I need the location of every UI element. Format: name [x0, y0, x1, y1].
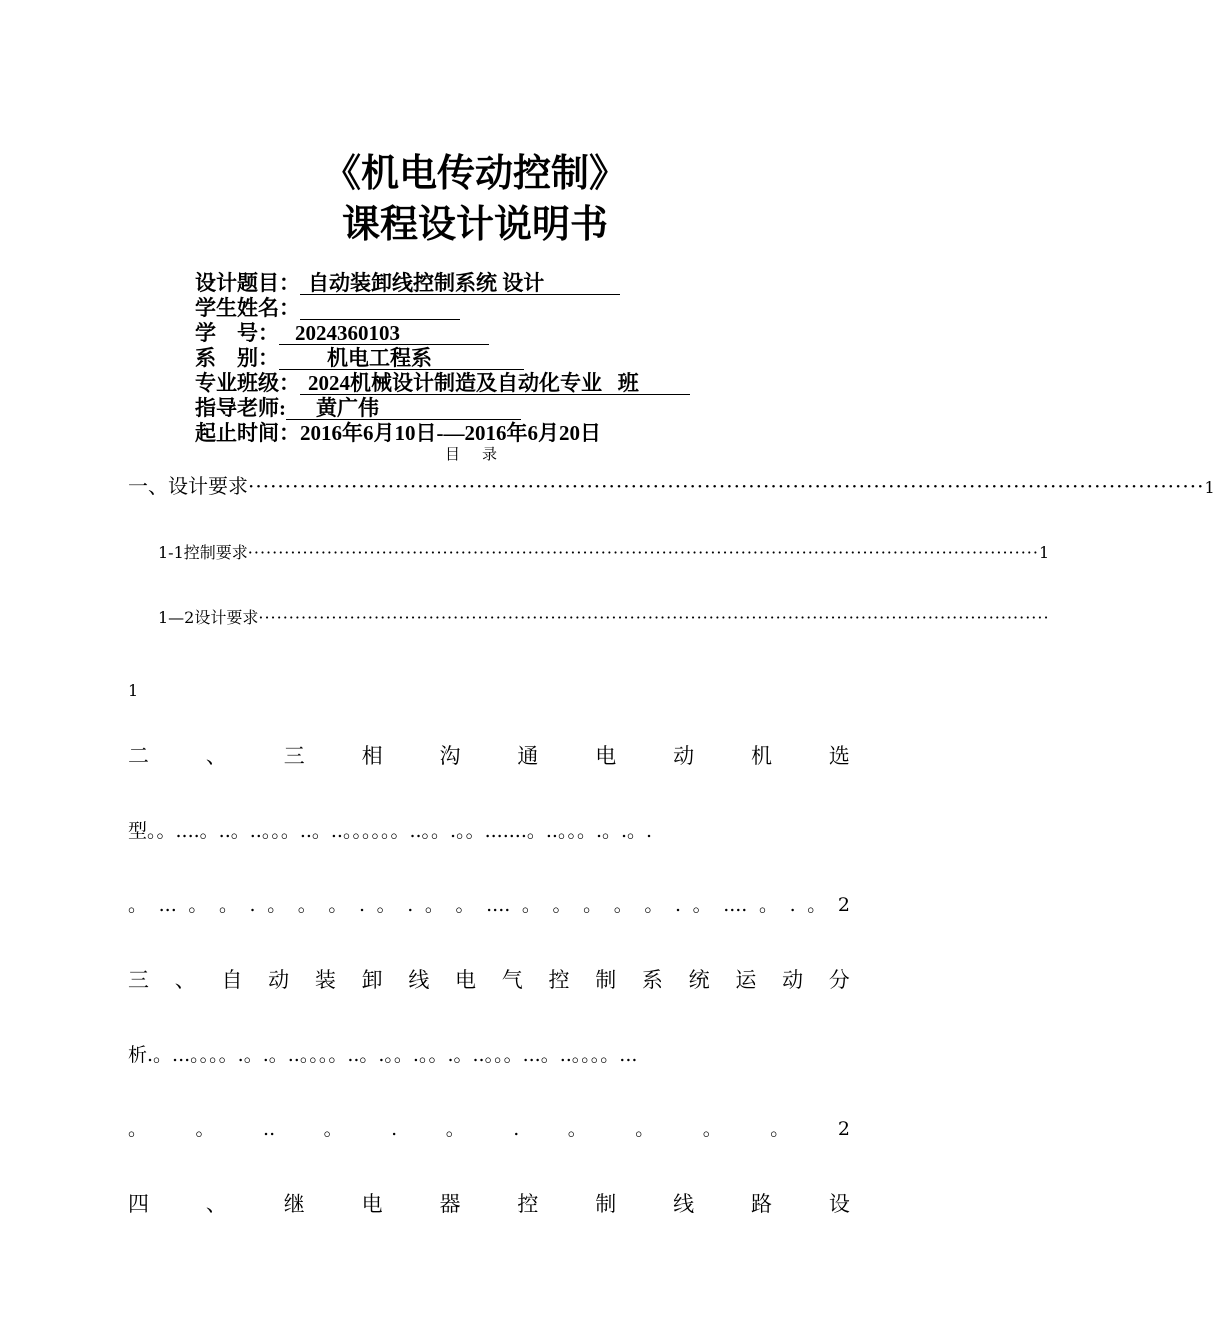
toc-spread-char: 动: [782, 968, 804, 992]
teacher-value: 黄广伟: [286, 398, 521, 420]
department-row: [195, 346, 690, 371]
toc-spread-char: 。: [218, 894, 238, 916]
toc-spread-char: 。: [424, 894, 444, 916]
toc-spread-char: 三: [128, 968, 149, 992]
toc-spread-char: .: [359, 894, 366, 916]
toc-spread-char: 三: [283, 744, 305, 768]
toc-spread-char: 。: [521, 894, 541, 916]
toc-spread-char: ....: [723, 894, 748, 916]
toc-spread-char: 路: [751, 1192, 772, 1216]
toc-spread-char: 。: [455, 894, 475, 916]
toc-spread-char: 系: [641, 968, 663, 992]
student-name-label: 学生姓名：: [195, 296, 300, 320]
toc-spread-char: 2: [837, 1118, 850, 1140]
toc-spread-char: .: [513, 1118, 520, 1140]
toc-spread-char: 卸: [361, 968, 383, 992]
toc-spread-char: 沟: [439, 744, 461, 768]
toc-spread-char: 。: [328, 894, 348, 916]
design-topic-label: 设计题目：: [195, 271, 300, 295]
toc-entry-4-line1[interactable]: [128, 740, 850, 770]
document-title-line1: 《机电传动控制》: [322, 151, 627, 195]
toc-entry-6-line1[interactable]: [128, 1188, 850, 1218]
toc-spread-char: 。: [644, 894, 664, 916]
toc-spread-char: 器: [439, 1192, 461, 1216]
toc-spread-char: .: [391, 1118, 398, 1140]
toc-spread-char: 。: [267, 894, 287, 916]
toc-spread-char: 设: [828, 1192, 850, 1216]
cover-info-block: [195, 271, 690, 446]
document-title-line2: 课程设计说明书: [341, 202, 608, 246]
toc-spread-char: 。: [770, 1118, 790, 1140]
toc-spread-char: 控: [548, 968, 570, 992]
teacher-label: 指导老师:: [195, 396, 286, 420]
toc-entry-3-page: 1: [128, 681, 139, 700]
student-name-row: [195, 296, 690, 321]
toc-leader-dots: ··································································································································: [258, 608, 1050, 627]
toc-spread-char: 。: [445, 1118, 465, 1140]
toc-spread-char: 继: [283, 1192, 305, 1216]
toc-spread-char: 。: [702, 1118, 722, 1140]
toc-spread-char: 选: [828, 744, 850, 768]
toc-entry-page: 1: [1038, 543, 1050, 562]
toc-spread-char: 制: [595, 968, 617, 992]
toc-spread-char: .: [674, 894, 681, 916]
student-id-value: 2024360103: [279, 323, 489, 345]
toc-spread-char: 制: [595, 1192, 617, 1216]
toc-spread-char: 统: [688, 968, 710, 992]
toc-spread-char: 。: [323, 1118, 343, 1140]
toc-spread-char: .: [407, 894, 414, 916]
toc-spread-char: 电: [361, 1192, 383, 1216]
class-value: 2024机械设计制造及自动化专业 班: [300, 373, 690, 395]
toc-spread-char: 装: [314, 968, 336, 992]
toc-spread-char: 相: [361, 744, 383, 768]
toc-entry-page: 1: [1204, 478, 1215, 497]
class-row: [195, 371, 690, 396]
student-id-label: 学 号：: [195, 321, 279, 345]
toc-entry-text: 一、设计要求: [128, 474, 248, 498]
toc-spread-char: 。: [376, 894, 396, 916]
toc-spread-char: ....: [486, 894, 511, 916]
toc-spread-char: 。: [297, 894, 317, 916]
toc-spread-char: 。: [807, 894, 827, 916]
toc-entry-5-line2: 析.。...。。。。.。.。..。。。。..。.。。.。。.。..。。。...。..。。。。...: [128, 1044, 638, 1066]
toc-spread-char: 。: [758, 894, 778, 916]
toc-heading: 目录: [444, 445, 519, 463]
toc-spread-char: 。: [692, 894, 712, 916]
toc-spread-char: 、: [205, 1192, 227, 1216]
toc-spread-char: 、: [174, 968, 196, 992]
toc-spread-char: 。: [195, 1118, 215, 1140]
period-label: 起止时间：: [195, 421, 300, 445]
class-label: 专业班级：: [195, 371, 300, 395]
toc-spread-char: 通: [517, 744, 539, 768]
toc-entry-4-line3: [128, 890, 850, 917]
toc-spread-char: 控: [517, 1192, 539, 1216]
toc-spread-char: .: [249, 894, 256, 916]
toc-spread-char: 2: [837, 894, 850, 916]
toc-spread-char: 四: [128, 1192, 149, 1216]
teacher-row: [195, 396, 690, 421]
toc-spread-char: 电: [455, 968, 477, 992]
design-topic-row: [195, 271, 690, 296]
toc-entry-5-line1[interactable]: [128, 964, 850, 994]
student-name-value: [300, 298, 460, 320]
department-value: 机电工程系: [279, 348, 524, 370]
student-id-row: [195, 321, 690, 346]
toc-spread-char: 动: [268, 968, 290, 992]
toc-spread-char: 运: [735, 968, 757, 992]
toc-entry-3[interactable]: [158, 605, 1050, 628]
toc-leader-dots: ··································································································································: [247, 543, 1039, 562]
toc-spread-char: 二: [128, 744, 149, 768]
toc-spread-char: 。: [583, 894, 603, 916]
toc-entry-1[interactable]: [128, 470, 1215, 499]
toc-spread-char: 电: [595, 744, 617, 768]
toc-spread-char: 。: [567, 1118, 587, 1140]
toc-spread-char: 。: [635, 1118, 655, 1140]
toc-spread-char: 线: [408, 968, 430, 992]
toc-spread-char: ...: [158, 894, 177, 916]
toc-spread-char: 线: [673, 1192, 695, 1216]
toc-entry-4-line2: 型。。....。..。..。。。..。..。。。。。。..。。.。。.......。..。。。.。.。.: [128, 820, 653, 842]
toc-spread-char: 动: [673, 744, 695, 768]
period-value: 2016年6月10日-—2016年6月20日: [300, 421, 601, 445]
toc-spread-char: 、: [205, 744, 227, 768]
toc-entry-text: 1-1控制要求: [158, 543, 248, 562]
toc-spread-char: 。: [188, 894, 208, 916]
toc-spread-char: 。: [128, 1118, 148, 1140]
toc-entry-text: 1—2设计要求: [158, 608, 259, 627]
design-topic-value: 自动装卸线控制系统 设计: [300, 273, 620, 295]
toc-spread-char: .: [789, 894, 796, 916]
toc-entry-2[interactable]: [158, 540, 1050, 563]
toc-spread-char: ..: [263, 1118, 276, 1140]
toc-spread-char: 气: [501, 968, 523, 992]
toc-spread-char: 。: [552, 894, 572, 916]
toc-spread-char: 。: [613, 894, 633, 916]
toc-leader-dots: ··································································································································: [248, 474, 1205, 498]
toc-spread-char: 机: [751, 744, 772, 768]
toc-spread-char: 分: [828, 968, 850, 992]
department-label: 系 别：: [195, 346, 279, 370]
toc-spread-char: 。: [128, 894, 148, 916]
toc-entry-5-line3: [128, 1114, 850, 1141]
toc-spread-char: 自: [221, 968, 243, 992]
